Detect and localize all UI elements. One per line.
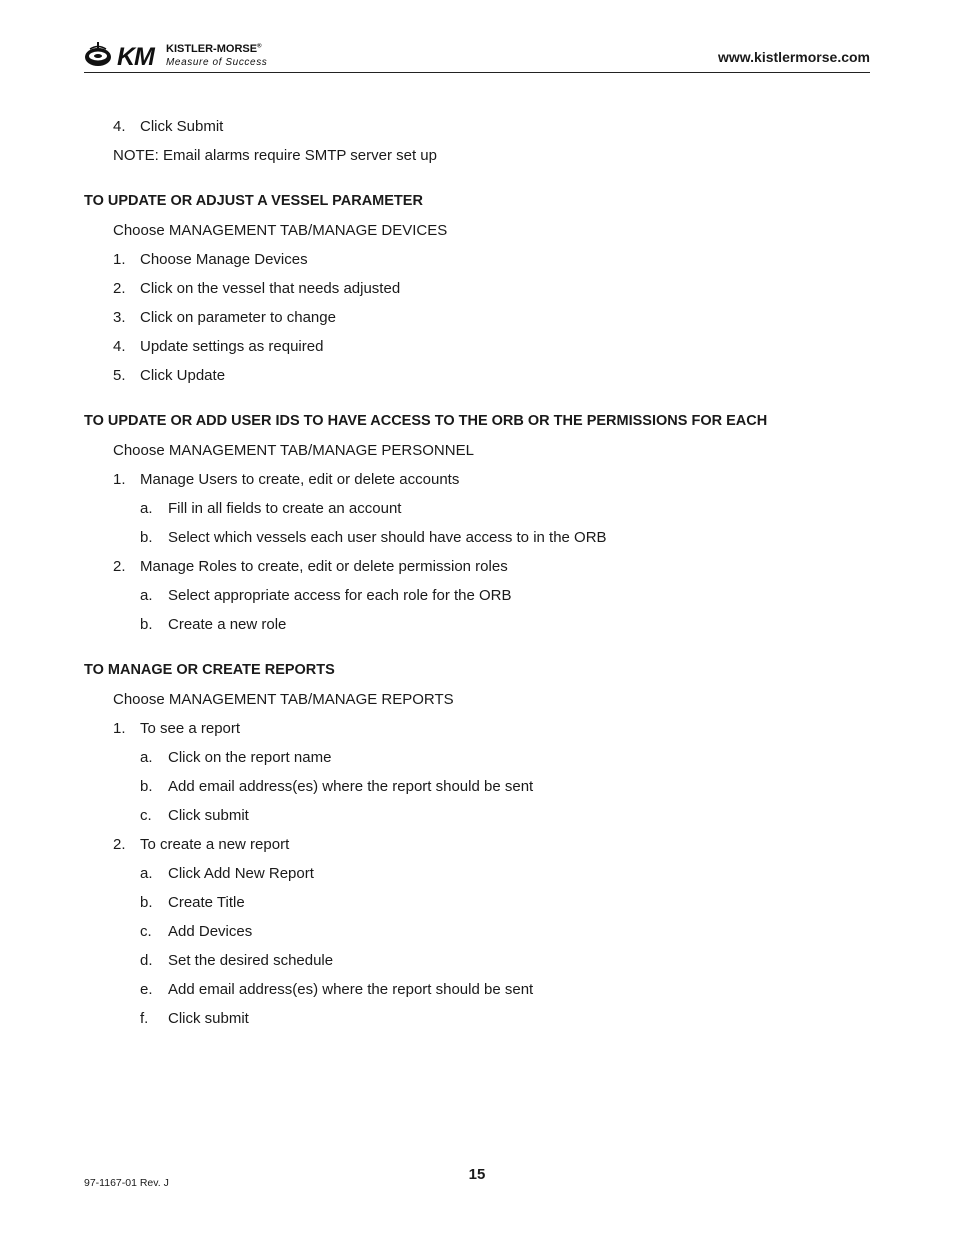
list-item (84, 552, 870, 581)
step-text: Update settings as required (140, 338, 324, 355)
sub-list-item (84, 859, 870, 888)
sub-step-text: Select which vessels each user should have access to in the ORB (168, 529, 607, 546)
sub-step-letter: b. (140, 778, 153, 795)
choose-instruction (84, 216, 870, 245)
sub-step-letter: a. (140, 865, 153, 882)
list-item (84, 332, 870, 361)
step-number: 1. (113, 251, 126, 268)
list-item (84, 303, 870, 332)
step-number: 2. (113, 280, 126, 297)
list-item (84, 245, 870, 274)
choose-instruction (84, 685, 870, 714)
sub-step-letter: e. (140, 981, 153, 998)
sub-step-text: Click on the report name (168, 749, 332, 766)
step-text: Manage Users to create, edit or delete accounts (140, 471, 460, 488)
step-number: 4. (113, 118, 126, 135)
sub-step-text: Create Title (168, 894, 245, 911)
sub-step-letter: f. (140, 1010, 149, 1027)
sub-step-letter: a. (140, 500, 153, 517)
section-heading-reports: TO MANAGE OR CREATE REPORTS (84, 662, 335, 678)
step-number: 3. (113, 309, 126, 326)
sub-step-text: Click submit (168, 1010, 249, 1027)
sub-list-item (84, 610, 870, 639)
sub-list-item (84, 946, 870, 975)
list-item (84, 361, 870, 390)
step-text: Click on parameter to change (140, 309, 336, 326)
step-number: 1. (113, 720, 126, 737)
sub-list-item (84, 494, 870, 523)
note-text (84, 141, 870, 170)
section-heading-vessel: TO UPDATE OR ADJUST A VESSEL PARAMETER (84, 193, 423, 209)
sub-step-text: Fill in all fields to create an account (168, 500, 402, 517)
sub-step-text: Click Add New Report (168, 865, 314, 882)
sub-step-text: Add email address(es) where the report should be sent (168, 778, 534, 795)
step-text: Click Submit (140, 118, 224, 135)
website-link[interactable]: www.kistlermorse.com (718, 49, 870, 65)
sub-step-text: Add email address(es) where the report should be sent (168, 981, 534, 998)
sub-step-text: Click submit (168, 807, 249, 824)
sub-list-item (84, 581, 870, 610)
sub-step-letter: b. (140, 529, 153, 546)
sub-step-letter: a. (140, 749, 153, 766)
registered-mark: ® (257, 43, 262, 50)
list-item (84, 830, 870, 859)
sub-list-item (84, 975, 870, 1004)
step-number: 2. (113, 558, 126, 575)
sub-step-letter: b. (140, 616, 153, 633)
orb-logo-icon (84, 40, 114, 70)
sub-step-letter: b. (140, 894, 153, 911)
list-item (84, 112, 870, 141)
step-text: Choose Manage Devices (140, 251, 308, 268)
step-number: 1. (113, 471, 126, 488)
step-number: 4. (113, 338, 126, 355)
logo-initials: KM (117, 43, 154, 71)
document-body (84, 112, 870, 1033)
page-number: 15 (468, 1166, 486, 1183)
sub-step-letter: c. (140, 807, 152, 824)
kistler-morse-logo (84, 38, 284, 72)
choose-instruction (84, 436, 870, 465)
sub-step-text: Select appropriate access for each role for the ORB (168, 587, 512, 604)
list-item (84, 465, 870, 494)
step-text: Click on the vessel that needs adjusted (140, 280, 401, 297)
step-number: 5. (113, 367, 126, 384)
step-text: Manage Roles to create, edit or delete permission roles (140, 558, 508, 575)
sub-step-text: Add Devices (168, 923, 253, 940)
logo-tagline: Measure of Success (166, 57, 268, 68)
sub-list-item (84, 1004, 870, 1033)
sub-step-text: Create a new role (168, 616, 287, 633)
sub-list-item (84, 888, 870, 917)
sub-list-item (84, 772, 870, 801)
logo-brand-text: KISTLER-MORSE (166, 43, 258, 55)
sub-list-item (84, 801, 870, 830)
sub-step-letter: c. (140, 923, 152, 940)
step-text: To see a report (140, 720, 241, 737)
list-item (84, 274, 870, 303)
step-text: Click Update (140, 367, 226, 384)
sub-step-letter: a. (140, 587, 153, 604)
section-heading-users: TO UPDATE OR ADD USER IDS TO HAVE ACCESS TO THE ORB OR THE PERMISSIONS FOR EACH (84, 413, 768, 429)
sub-list-item (84, 743, 870, 772)
page-header (84, 36, 870, 73)
list-item (84, 714, 870, 743)
sub-list-item (84, 917, 870, 946)
choose-text: Choose MANAGEMENT TAB/MANAGE PERSONNEL (113, 442, 474, 459)
sub-list-item (84, 523, 870, 552)
logo-brand (166, 43, 261, 55)
sub-step-letter: d. (140, 952, 153, 969)
document-revision-code: 97-1167-01 Rev. J (84, 1177, 169, 1189)
note-label: NOTE: Email alarms require SMTP server set up (113, 147, 437, 164)
step-text: To create a new report (140, 836, 290, 853)
sub-step-text: Set the desired schedule (168, 952, 334, 969)
choose-text: Choose MANAGEMENT TAB/MANAGE DEVICES (113, 222, 448, 239)
choose-text: Choose MANAGEMENT TAB/MANAGE REPORTS (113, 691, 454, 708)
step-number: 2. (113, 836, 126, 853)
